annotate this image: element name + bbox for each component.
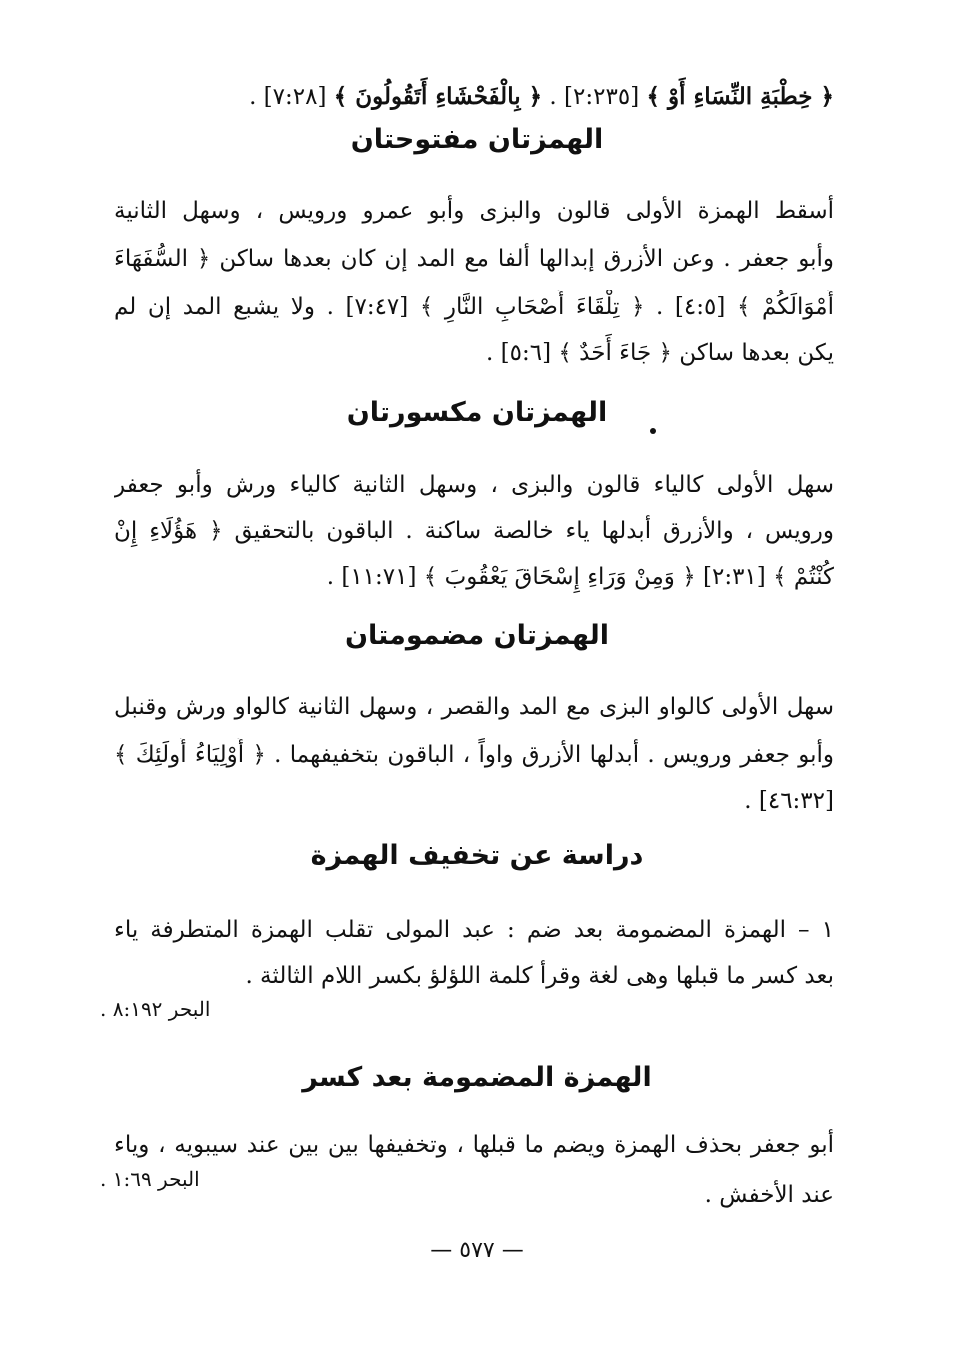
stray-dot xyxy=(650,428,656,434)
section-heading: الهمزتان مضمومتان xyxy=(344,620,610,651)
paragraph-line: [٤٦:٣٢] . xyxy=(744,788,834,814)
paragraph-line: ورويس ، والأزرق أبدلها ياء خالصة ساكنة . الباقون بالتحقيق ﴿ هَؤُلَاءِ إِنْ xyxy=(114,518,834,544)
paragraph-line: بعد كسر ما قبلها وهى لغة وقرأ كلمة اللؤلؤ بكسر اللام الثالثة . xyxy=(245,963,834,989)
paragraph-line: سهل الأولى كالياء قالون والبزى ، وسهل الثانية كالياء ورش وأبو جعفر xyxy=(114,472,834,498)
paragraph-line: عند الأخفش . xyxy=(704,1182,834,1208)
verse-reference: [٢:٢٣٥] xyxy=(564,84,640,110)
quran-quote: ﴿ بِالْفَحْشَاءِ أَتَقُولُونَ ﴾ xyxy=(333,83,543,110)
top-line: ﴿ خِطْبَةِ النِّسَاءِ أَوْ ﴾ [٢:٢٣٥] . ﴿ بِالْفَحْشَاءِ أَتَقُولُونَ ﴾ [٧:٢٨] . xyxy=(249,83,834,110)
section-heading: دراسة عن تخفيف الهمزة xyxy=(310,840,644,871)
paragraph-line: ١ – الهمزة المضمومة بعد ضم : عبد المولى تقلب الهمزة المتطرفة ياء xyxy=(114,917,834,943)
paragraph-line: أسقط الهمزة الأولى قالون والبزى وأبو عمرو ورويس ، وسهل الثانية xyxy=(114,198,834,224)
verse-reference: [٧:٢٨] . xyxy=(249,84,327,110)
paragraph-line: كُنْتُمْ ﴾ [٢:٣١] ﴿ وَمِنْ وَرَاءِ إِسْحَاقَ يَعْقُوبَ ﴾ [١١:٧١] . xyxy=(326,564,834,590)
paragraph-line: وأبو جعفر ورويس . أبدلها الأزرق واواً ، الباقون بتخفيفهما . ﴿ أَوْلِيَاءُ أُولَئِكَ ﴾ xyxy=(114,742,834,768)
source-reference: البحر ١:٦٩ . xyxy=(100,1167,200,1191)
paragraph-line: وأبو جعفر . وعن الأزرق إبدالها ألفا مع المد إن كان بعدها ساكن ﴿ السُّفَهَاءَ xyxy=(114,246,834,272)
quran-quote: ﴿ خِطْبَةِ النِّسَاءِ أَوْ ﴾ xyxy=(646,83,834,110)
page-number: — ٥٧٧ — xyxy=(430,1238,524,1263)
source-reference: البحر ٨:١٩٢ . xyxy=(100,997,211,1021)
section-heading: الهمزتان مكسورتان xyxy=(346,397,608,428)
paragraph-line: يكن بعدها ساكن ﴿ جَاءَ أَحَدٌ ﴾ [٥:٦] . xyxy=(486,340,834,366)
paragraph-line: أبو جعفر بحذف الهمزة ويضم ما قبلها ، وتخفيفها بين بين عند سيبويه ، وياء xyxy=(114,1132,834,1158)
paragraph-line: أَمْوَالَكُمْ ﴾ [٤:٥] . ﴿ تِلْقَاءَ أَصْحَابِ النَّارِ ﴾ [٧:٤٧] . ولا يشبع المد إن لم xyxy=(114,294,834,320)
section-heading: الهمزتان مفتوحتان xyxy=(350,124,604,155)
paragraph-line: سهل الأولى كالواو البزى مع المد والقصر ، وسهل الثانية كالواو ورش وقنبل xyxy=(114,694,834,720)
section-heading: الهمزة المضمومة بعد كسر xyxy=(302,1062,652,1093)
